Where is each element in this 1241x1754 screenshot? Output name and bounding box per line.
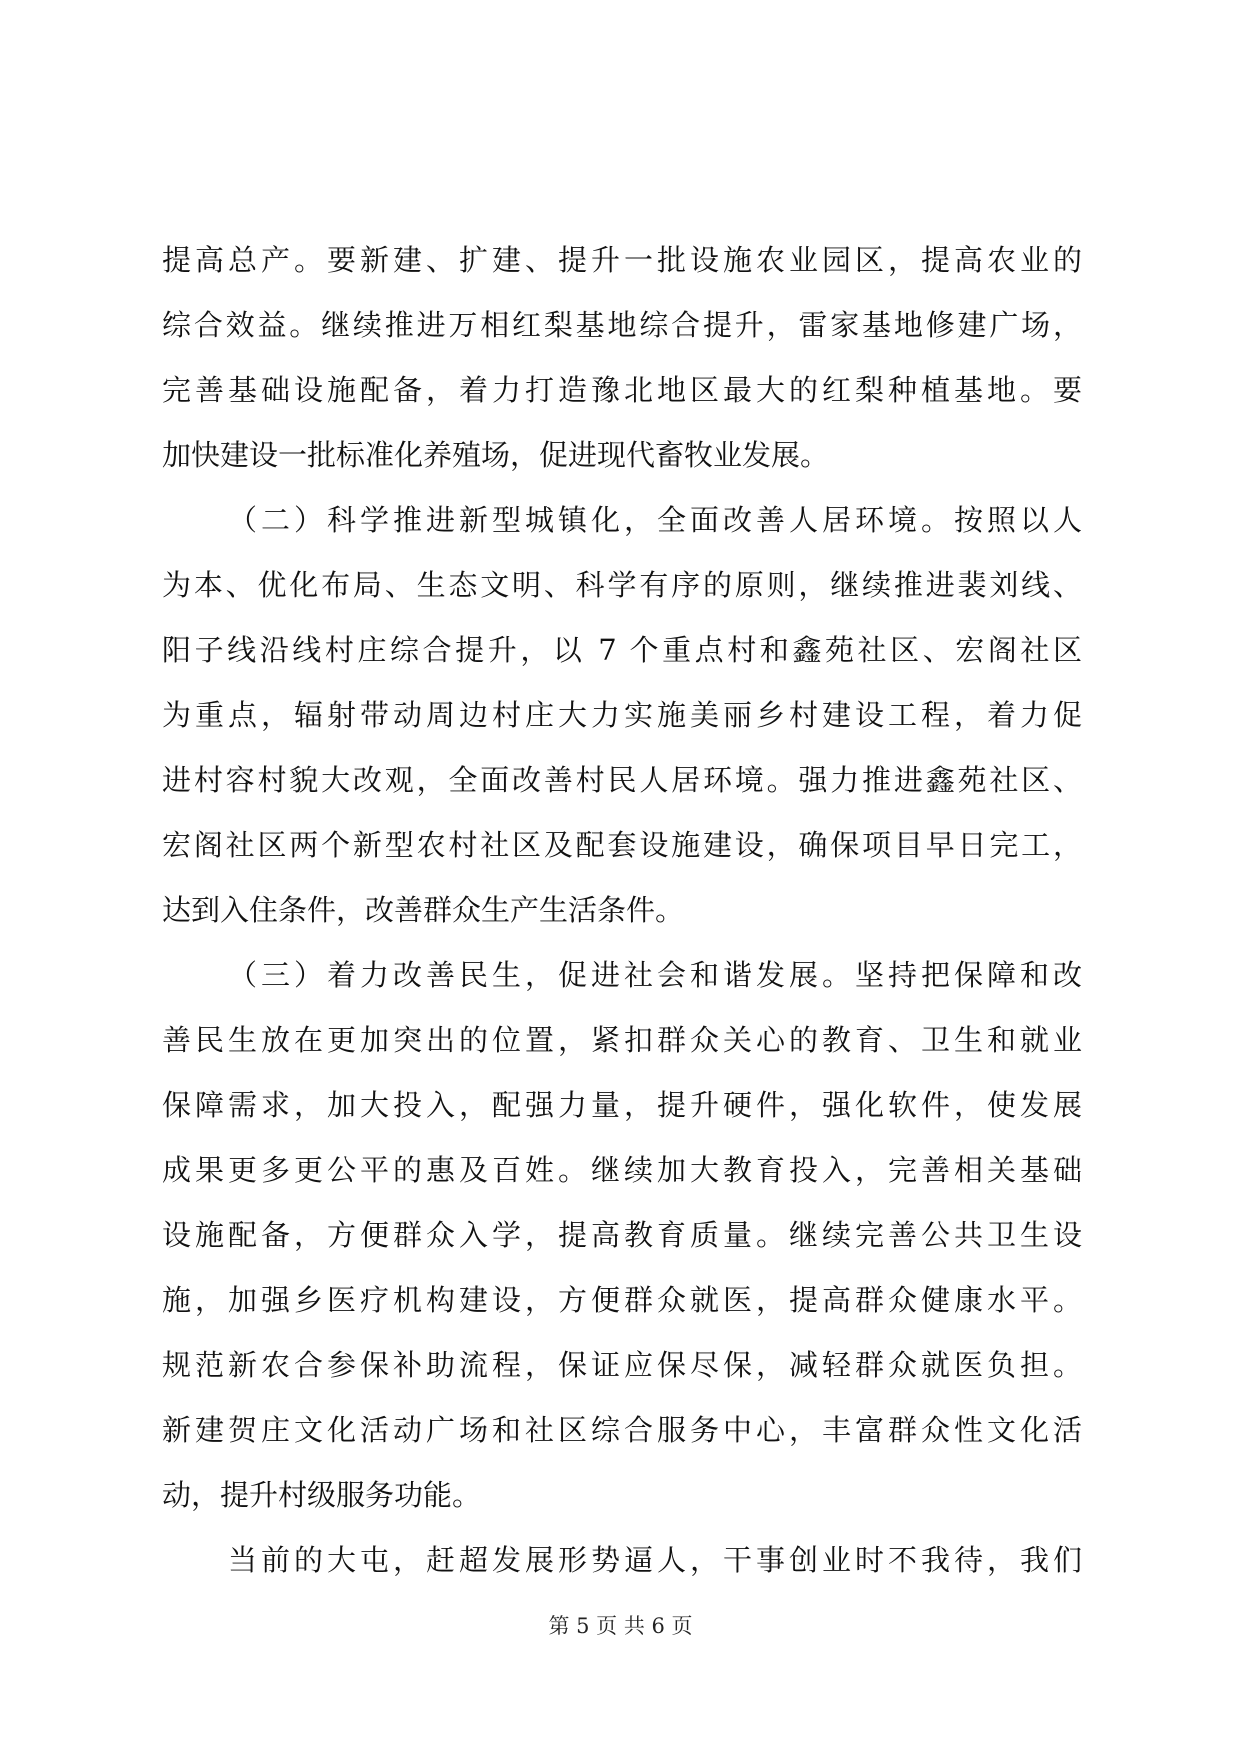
body-text [162,228,1082,1593]
text-line: 加快建设一批标准化养殖场，促进现代畜牧业发展。 [162,438,830,472]
text-line: 阳子线沿线村庄综合提升，以 7 个重点村和鑫苑社区、宏阁社区 [162,633,1082,667]
text-line: 规范新农合参保补助流程，保证应保尽保，减轻群众就医负担。 [162,1348,1082,1382]
text-line: 施，加强乡医疗机构建设，方便群众就医，提高群众健康水平。 [162,1283,1082,1317]
text-line: 达到入住条件，改善群众生产生活条件。 [162,893,685,927]
text-line: 提高总产。要新建、扩建、提升一批设施农业园区，提高农业的 [162,243,1082,277]
text-line: 当前的大屯，赶超发展形势逼人，干事创业时不我待，我们 [228,1543,1082,1577]
page-footer: 第 5 页 共 6 页 [548,1614,693,1638]
text-line: 完善基础设施配备，着力打造豫北地区最大的红梨种植基地。要 [162,373,1082,407]
text-line: （二）科学推进新型城镇化，全面改善人居环境。按照以人 [228,503,1082,537]
text-line: 保障需求，加大投入，配强力量，提升硬件，强化软件，使发展 [162,1088,1082,1122]
text-line: （三）着力改善民生，促进社会和谐发展。坚持把保障和改 [228,958,1082,992]
text-line: 动，提升村级服务功能。 [162,1478,482,1512]
text-line: 宏阁社区两个新型农村社区及配套设施建设，确保项目早日完工， [162,828,1082,862]
text-line: 为重点，辐射带动周边村庄大力实施美丽乡村建设工程，着力促 [162,698,1082,732]
text-line: 新建贺庄文化活动广场和社区综合服务中心，丰富群众性文化活 [162,1413,1082,1447]
text-line: 为本、优化布局、生态文明、科学有序的原则，继续推进裴刘线、 [162,568,1082,602]
text-line: 综合效益。继续推进万相红梨基地综合提升，雷家基地修建广场， [162,308,1082,342]
text-line: 成果更多更公平的惠及百姓。继续加大教育投入，完善相关基础 [162,1153,1082,1187]
text-line: 进村容村貌大改观，全面改善村民人居环境。强力推进鑫苑社区、 [162,763,1082,797]
text-line: 善民生放在更加突出的位置，紧扣群众关心的教育、卫生和就业 [162,1023,1082,1057]
text-line: 设施配备，方便群众入学，提高教育质量。继续完善公共卫生设 [162,1218,1082,1252]
